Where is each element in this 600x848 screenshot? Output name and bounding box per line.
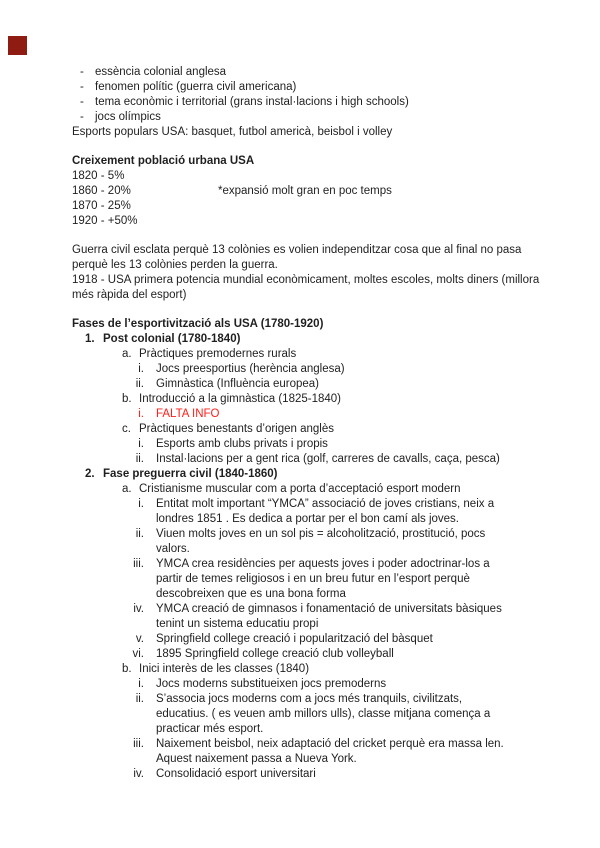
doc-line	[0, 467, 600, 482]
paragraph-gap	[0, 140, 600, 154]
list-marker: -	[80, 66, 84, 78]
list-marker	[98, 722, 144, 737]
doc-line	[0, 214, 600, 229]
doc-line	[0, 737, 600, 752]
doc-line	[0, 125, 600, 140]
list-marker	[98, 572, 144, 587]
line-text: Fase preguerra civil (1840-1860)	[103, 468, 278, 480]
doc-line	[0, 422, 600, 437]
doc-line	[0, 110, 600, 125]
list-marker	[98, 707, 144, 722]
doc-line	[0, 243, 600, 258]
list-marker	[98, 512, 144, 527]
doc-line	[0, 677, 600, 692]
missing-info-line	[0, 407, 600, 422]
line-text: YMCA creació de gimnasos i fonamentació de universitats bàsiques	[156, 603, 502, 615]
line-text: S’associa jocs moderns com a jocs més tranquils, civilitzats,	[156, 693, 463, 705]
list-marker: i.	[138, 678, 144, 690]
doc-line	[0, 332, 600, 347]
line-text: londres 1851 . Es dedica a portar per el bon camí als joves.	[156, 513, 460, 525]
list-marker: i.	[138, 408, 144, 420]
line-text: descobreixen que es una bona forma	[156, 588, 346, 600]
doc-line	[0, 527, 600, 542]
line-text: Aquest naixement passa a Nueva York.	[156, 753, 357, 765]
doc-line	[0, 184, 600, 199]
list-marker	[98, 752, 144, 767]
doc-line	[0, 647, 600, 662]
doc-line	[0, 707, 600, 722]
doc-line	[0, 377, 600, 392]
list-marker: 2.	[85, 468, 95, 480]
list-marker: ii.	[135, 453, 144, 465]
line-text: Gimnàstica (Influència europea)	[156, 378, 319, 390]
line-text: Jocs moderns substitueixen jocs premoderns	[156, 678, 387, 690]
line-text: Post colonial (1780-1840)	[103, 333, 241, 345]
paragraph-gap	[0, 229, 600, 243]
line-text: fenomen polític (guerra civil americana)	[95, 81, 297, 93]
doc-line	[0, 767, 600, 782]
line-text: educatius. ( es veuen amb millors ulls), classe mitjana comença a	[156, 708, 491, 720]
line-text: perquè les 13 colònies perden la guerra.	[72, 259, 278, 271]
list-marker: i.	[138, 498, 144, 510]
list-marker: i.	[138, 363, 144, 375]
list-marker: v.	[135, 633, 144, 645]
line-text: jocs olímpics	[95, 111, 161, 123]
doc-line	[0, 542, 600, 557]
line-text: Springfield college creació i popularització del bàsquet	[156, 633, 433, 645]
doc-line	[0, 273, 600, 288]
doc-line	[0, 512, 600, 527]
list-marker: b.	[122, 663, 132, 675]
list-marker: -	[80, 96, 84, 108]
line-text: Pràctiques premodernes rurals	[139, 348, 297, 360]
section-heading	[0, 317, 600, 332]
list-marker: a.	[122, 483, 132, 495]
doc-line	[0, 752, 600, 767]
list-marker: iv.	[133, 768, 144, 780]
list-marker: iii.	[133, 738, 144, 750]
line-text: FALTA INFO	[156, 408, 220, 420]
growth-year: 1920 - +50%	[72, 215, 138, 227]
section-heading	[0, 154, 600, 169]
line-text: més ràpida del esport)	[72, 289, 187, 301]
doc-line	[0, 662, 600, 677]
list-marker: -	[80, 111, 84, 123]
doc-line	[0, 392, 600, 407]
doc-line	[0, 65, 600, 80]
list-marker: vi.	[132, 648, 144, 660]
line-text: 1895 Springfield college creació club volleyball	[156, 648, 394, 660]
list-marker: iii.	[133, 558, 144, 570]
list-marker: -	[80, 81, 84, 93]
growth-note: *expansió molt gran en poc temps	[218, 185, 392, 197]
line-text: essència colonial anglesa	[95, 66, 227, 78]
list-marker: b.	[122, 393, 132, 405]
paragraph-gap	[0, 303, 600, 317]
doc-line	[0, 557, 600, 572]
growth-year: 1820 - 5%	[72, 170, 125, 182]
line-text: Consolidació esport universitari	[156, 768, 316, 780]
growth-year: 1860 - 20%	[72, 185, 131, 197]
doc-line	[0, 632, 600, 647]
doc-line	[0, 288, 600, 303]
list-marker: a.	[122, 348, 132, 360]
growth-year: 1870 - 25%	[72, 200, 131, 212]
line-text: Esports populars USA: basquet, futbol americà, beisbol i volley	[72, 126, 393, 138]
line-text: Instal·lacions per a gent rica (golf, carreres de cavalls, caça, pesca)	[156, 453, 500, 465]
doc-line	[0, 572, 600, 587]
list-marker	[98, 617, 144, 632]
line-text: tema econòmic i territorial (grans instal·lacions i high schools)	[95, 96, 409, 108]
line-text: Esports amb clubs privats i propis	[156, 438, 328, 450]
list-marker: iv.	[133, 603, 144, 615]
list-marker	[98, 542, 144, 557]
line-text: Entitat molt important “YMCA” associació de joves cristians, neix a	[156, 498, 495, 510]
doc-line	[0, 587, 600, 602]
doc-line	[0, 602, 600, 617]
list-marker: ii.	[135, 693, 144, 705]
doc-line	[0, 617, 600, 632]
doc-line	[0, 497, 600, 512]
doc-line	[0, 362, 600, 377]
doc-line	[0, 258, 600, 273]
doc-line	[0, 169, 600, 184]
list-marker	[98, 587, 144, 602]
line-text: Viuen molts joves en un sol pis = alcoholització, prostitució, pocs	[156, 528, 486, 540]
line-text: Guerra civil esclata perquè 13 colònies es volien independitzar cosa que al final no pasa	[72, 244, 522, 256]
list-marker: 1.	[85, 333, 95, 345]
line-text: tenint un sistema educatiu propi	[156, 618, 319, 630]
list-marker: ii.	[135, 528, 144, 540]
line-text: Creixement població urbana USA	[72, 155, 255, 167]
list-marker: i.	[138, 438, 144, 450]
line-text: Cristianisme muscular com a porta d’acceptació esport modern	[139, 483, 461, 495]
line-text: partir de temes religiosos i en un breu futur en l’esport perquè	[156, 573, 470, 585]
line-text: Naixement beisbol, neix adaptació del cricket perquè era massa len.	[156, 738, 504, 750]
line-text: Pràctiques benestants d’origen anglès	[139, 423, 334, 435]
line-text: Jocs preesportius (herència anglesa)	[156, 363, 345, 375]
line-text: practicar més esport.	[156, 723, 264, 735]
doc-line	[0, 95, 600, 110]
red-square-logo	[8, 36, 27, 55]
doc-line	[0, 80, 600, 95]
doc-line	[0, 722, 600, 737]
doc-line	[0, 199, 600, 214]
doc-line	[0, 482, 600, 497]
line-text: Fases de l’esportivització als USA (1780-1920)	[72, 318, 324, 330]
line-text: valors.	[156, 543, 190, 555]
line-text: Inici interès de les classes (1840)	[139, 663, 310, 675]
line-text: YMCA crea residències per aquests joves i poder adoctrinar-los a	[156, 558, 490, 570]
doc-line	[0, 347, 600, 362]
line-text: 1918 - USA primera potencia mundial econòmicament, moltes escoles, molts diners (millora	[72, 274, 540, 286]
line-text: Introducció a la gimnàstica (1825-1840)	[139, 393, 342, 405]
list-marker: ii.	[135, 378, 144, 390]
list-marker: c.	[122, 423, 131, 435]
doc-line	[0, 452, 600, 467]
doc-line	[0, 437, 600, 452]
doc-line	[0, 692, 600, 707]
